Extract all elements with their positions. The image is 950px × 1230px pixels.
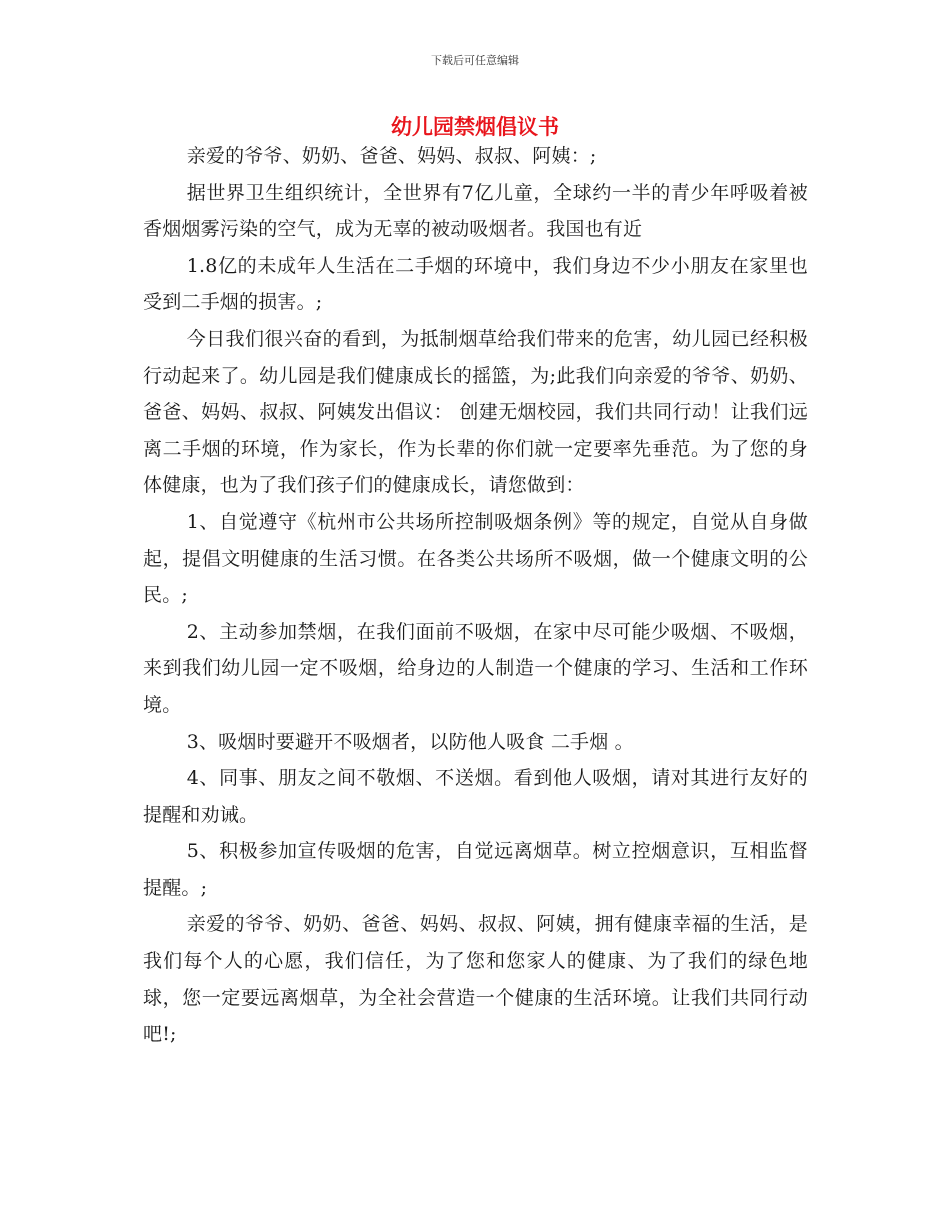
list-item-3: 3、吸烟时要避开不吸烟者，以防他人吸食 二手烟 。 [186,730,634,753]
list-item-5: 5、积极参加宣传吸烟的危害，自觉远离烟草。树立控烟意识，互相监督提醒。; [143,840,808,899]
document-title: 幼儿园禁烟倡议书 [391,115,559,139]
list-item-2: 2、主动参加禁烟，在我们面前不吸烟，在家中尽可能少吸烟、不吸烟，来到我们幼儿园一定不吸烟，给身边的人制造一个健康的学习、生活和工作环境。 [143,620,808,716]
page-header-note: 下载后可任意编辑 [431,54,519,67]
body-paragraph: 据世界卫生组织统计，全世界有7亿儿童，全球约一半的青少年呼吸着被香烟烟雾污染的空气，成为无辜的被动吸烟者。我国也有近 [143,181,808,241]
salutation-paragraph: 亲爱的爷爷、奶奶、爸爸、妈妈、叔叔、阿姨：; [186,145,597,167]
document-body [143,138,808,1053]
list-item-4: 4、同事、朋友之间不敬烟、不送烟。看到他人吸烟，请对其进行友好的提醒和劝诫。 [143,767,808,826]
body-paragraph: 今日我们很兴奋的看到，为抵制烟草给我们带来的危害，幼儿园已经积极行动起来了。幼儿园是我们健康成长的摇篮，为;此我们向亲爱的爷爷、奶奶、爸爸、妈妈、叔叔、阿姨发出倡议： 创建无烟校园，我们共同行动！让我们远离二手烟的环境，作为家长，作为长辈的你们就一定要率先垂范。为了您的身体健康，也为了我们孩子们的健康成长，请您做到： [143,327,808,497]
list-item-1: 1、自觉遵守《杭州市公共场所控制吸烟条例》等的规定，自觉从自身做起，提倡文明健康的生活习惯。在各类公共场所不吸烟，做一个健康文明的公民。; [143,510,808,607]
body-paragraph: 1.8亿的未成年人生活在二手烟的环境中，我们身边不少小朋友在家里也受到二手烟的损害。; [143,254,808,314]
closing-paragraph: 亲爱的爷爷、奶奶、爸爸、妈妈、叔叔、阿姨，拥有健康幸福的生活，是我们每个人的心愿，我们信任，为了您和您家人的健康、为了我们的绿色地球，您一定要远离烟草，为全社会营造一个健康的生活环境。让我们共同行动吧!; [143,913,808,1046]
